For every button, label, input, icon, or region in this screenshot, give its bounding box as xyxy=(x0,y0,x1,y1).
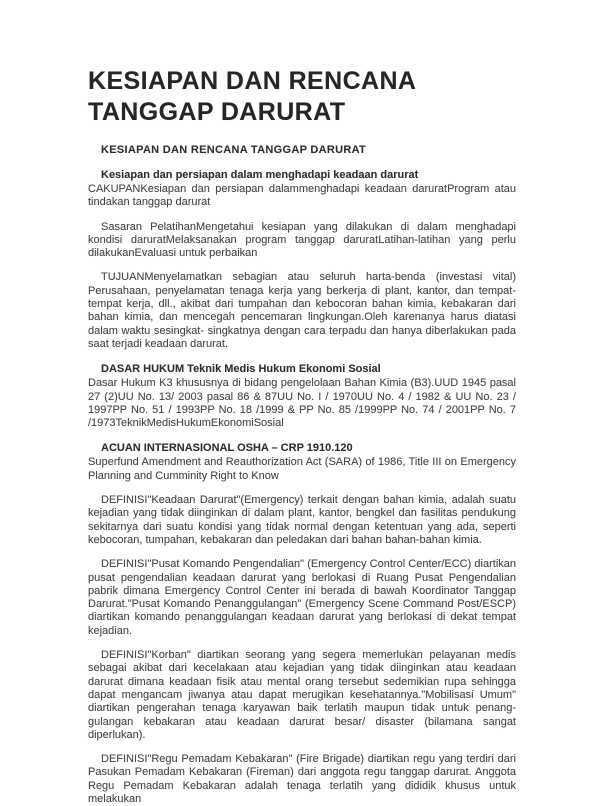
document-subheading: KESIAPAN DAN RENCANA TANGGAP DARURAT xyxy=(101,144,367,156)
paragraph-definisi-keadaan-darurat: DEFINISI"Keadaan Darurat"(Emergency) terkait dengan bahan kimia, adalah suatu kejadian yang tidak diinginkan di dalam plant, kantor, bengkel dan fasilitas pendukung sekitarnya dari suatu kondisi yang tidak normal dengan ketentuan yang ada, seperti kebocoran, tumpahan, kebakaran dan peledakan dari bahan bahan-bahan kimia. xyxy=(88,494,516,546)
section-heading-dasar-hukum: DASAR HUKUM Teknik Medis Hukum Ekonomi Sosial xyxy=(101,363,381,376)
paragraph-tujuan: TUJUANMenyelamatkan sebagian atau seluruh harta-benda (investasi vital) Perusahaan, penyelamatan tenaga kerja yang berkerja di plant, kantor, dan tempat-tempat kerja, dll., akibat dari tumpahan dan kebocoran bahan kimia, kebakaran dari bahan kimia, dan mencegah pencemaran lingkungan.Oleh karenanya harus diatasi dalam waktu sesingkat- singkatnya dengan cara terpadu dan hanya diberlakukan pada saat terjadi keadaan darurat. xyxy=(88,271,516,350)
section-heading-acuan-internasional: ACUAN INTERNASIONAL OSHA – CRP 1910.120 xyxy=(101,442,353,455)
paragraph-dasar-hukum: Dasar Hukum K3 khususnya di bidang pengelolaan Bahan Kimia (B3).UUD 1945 pasal 27 (2)UU No. 13/ 2003 pasal 86 & 87UU No. I / 1970UU No. 4 / 1982 & UU No. 23 / 1997PP No. 51 / 1993PP No. 18 /1999 & PP No. 85 /1999PP No. 74 / 2001PP No. 7 /1973TeknikMedisHukumEkonomiSosial xyxy=(88,377,516,430)
paragraph-definisi-regu-pemadam: DEFINISI"Regu Pemadam Kebakaran" (Fire Brigade) diartikan regu yang terdiri dari Pasukan Pemadam Kebakaran (Fireman) dari anggota regu tanggap darurat. Anggota Regu Pemadam Kebakaran adalah tenaga terlatih yang dididik khusus untuk melakukan xyxy=(88,753,516,805)
section-heading-kesiapan: Kesiapan dan persiapan dalam menghadapi keadaan darurat xyxy=(101,169,419,181)
paragraph-definisi-pusat-komando: DEFINISI"Pusat Komando Pengendalian" (Emergency Control Center/ECC) diartikan pusat pengendalian keadaan darurat yang berlokasi di Ruang Pusat Pengendalian pabrik dimana Emergency Control Center ini berada di bawah Koordinator Tanggap Darurat."Pusat Komando Penanggulangan" (Emergency Scene Command Post/ESCP) diartikan komando penanggulangan keadaan darurat yang berlokasi di dekat tempat kejadian. xyxy=(88,558,516,637)
paragraph-cakupan: CAKUPANKesiapan dan persiapan dalammenghadapi keadaan daruratProgram atau tindakan tanggap darurat xyxy=(88,183,516,209)
document-title: KESIAPAN DAN RENCANA TANGGAP DARURAT xyxy=(88,67,416,126)
paragraph-sasaran-pelatihan: Sasaran PelatihanMengetahui kesiapan yang dilakukan di dalam menghadapi kondisi daruratMelaksanakan program tanggap daruratLatihan-latihan yang perlu dilakukanEvaluasi untuk perbaikan xyxy=(88,220,516,260)
paragraph-definisi-korban: DEFINISI"Korban" diartikan seorang yang segera memerlukan pelayanan medis sebagai akibat dari kecelakaan atau kejadian yang tidak diinginkan atau keadaan darurat dimana keadaan fisik atau mental orang tersebut sedemikian rupa sehingga dapat mengancam jiwanya atau dapat merugikan kesehatannya."Mobilisasi Umum" diartikan pengerahan tenaga karyawan baik terlatih maupun tidak untuk penang- gulangan kebakaran atau keadaan darurat besar/ disaster (bilamana sangat diperlukan). xyxy=(88,649,516,741)
paragraph-superfund: Superfund Amendment and Reauthorization Act (SARA) of 1986, Title III on Emergency Planning and Cumminity Right to Know xyxy=(88,456,516,482)
